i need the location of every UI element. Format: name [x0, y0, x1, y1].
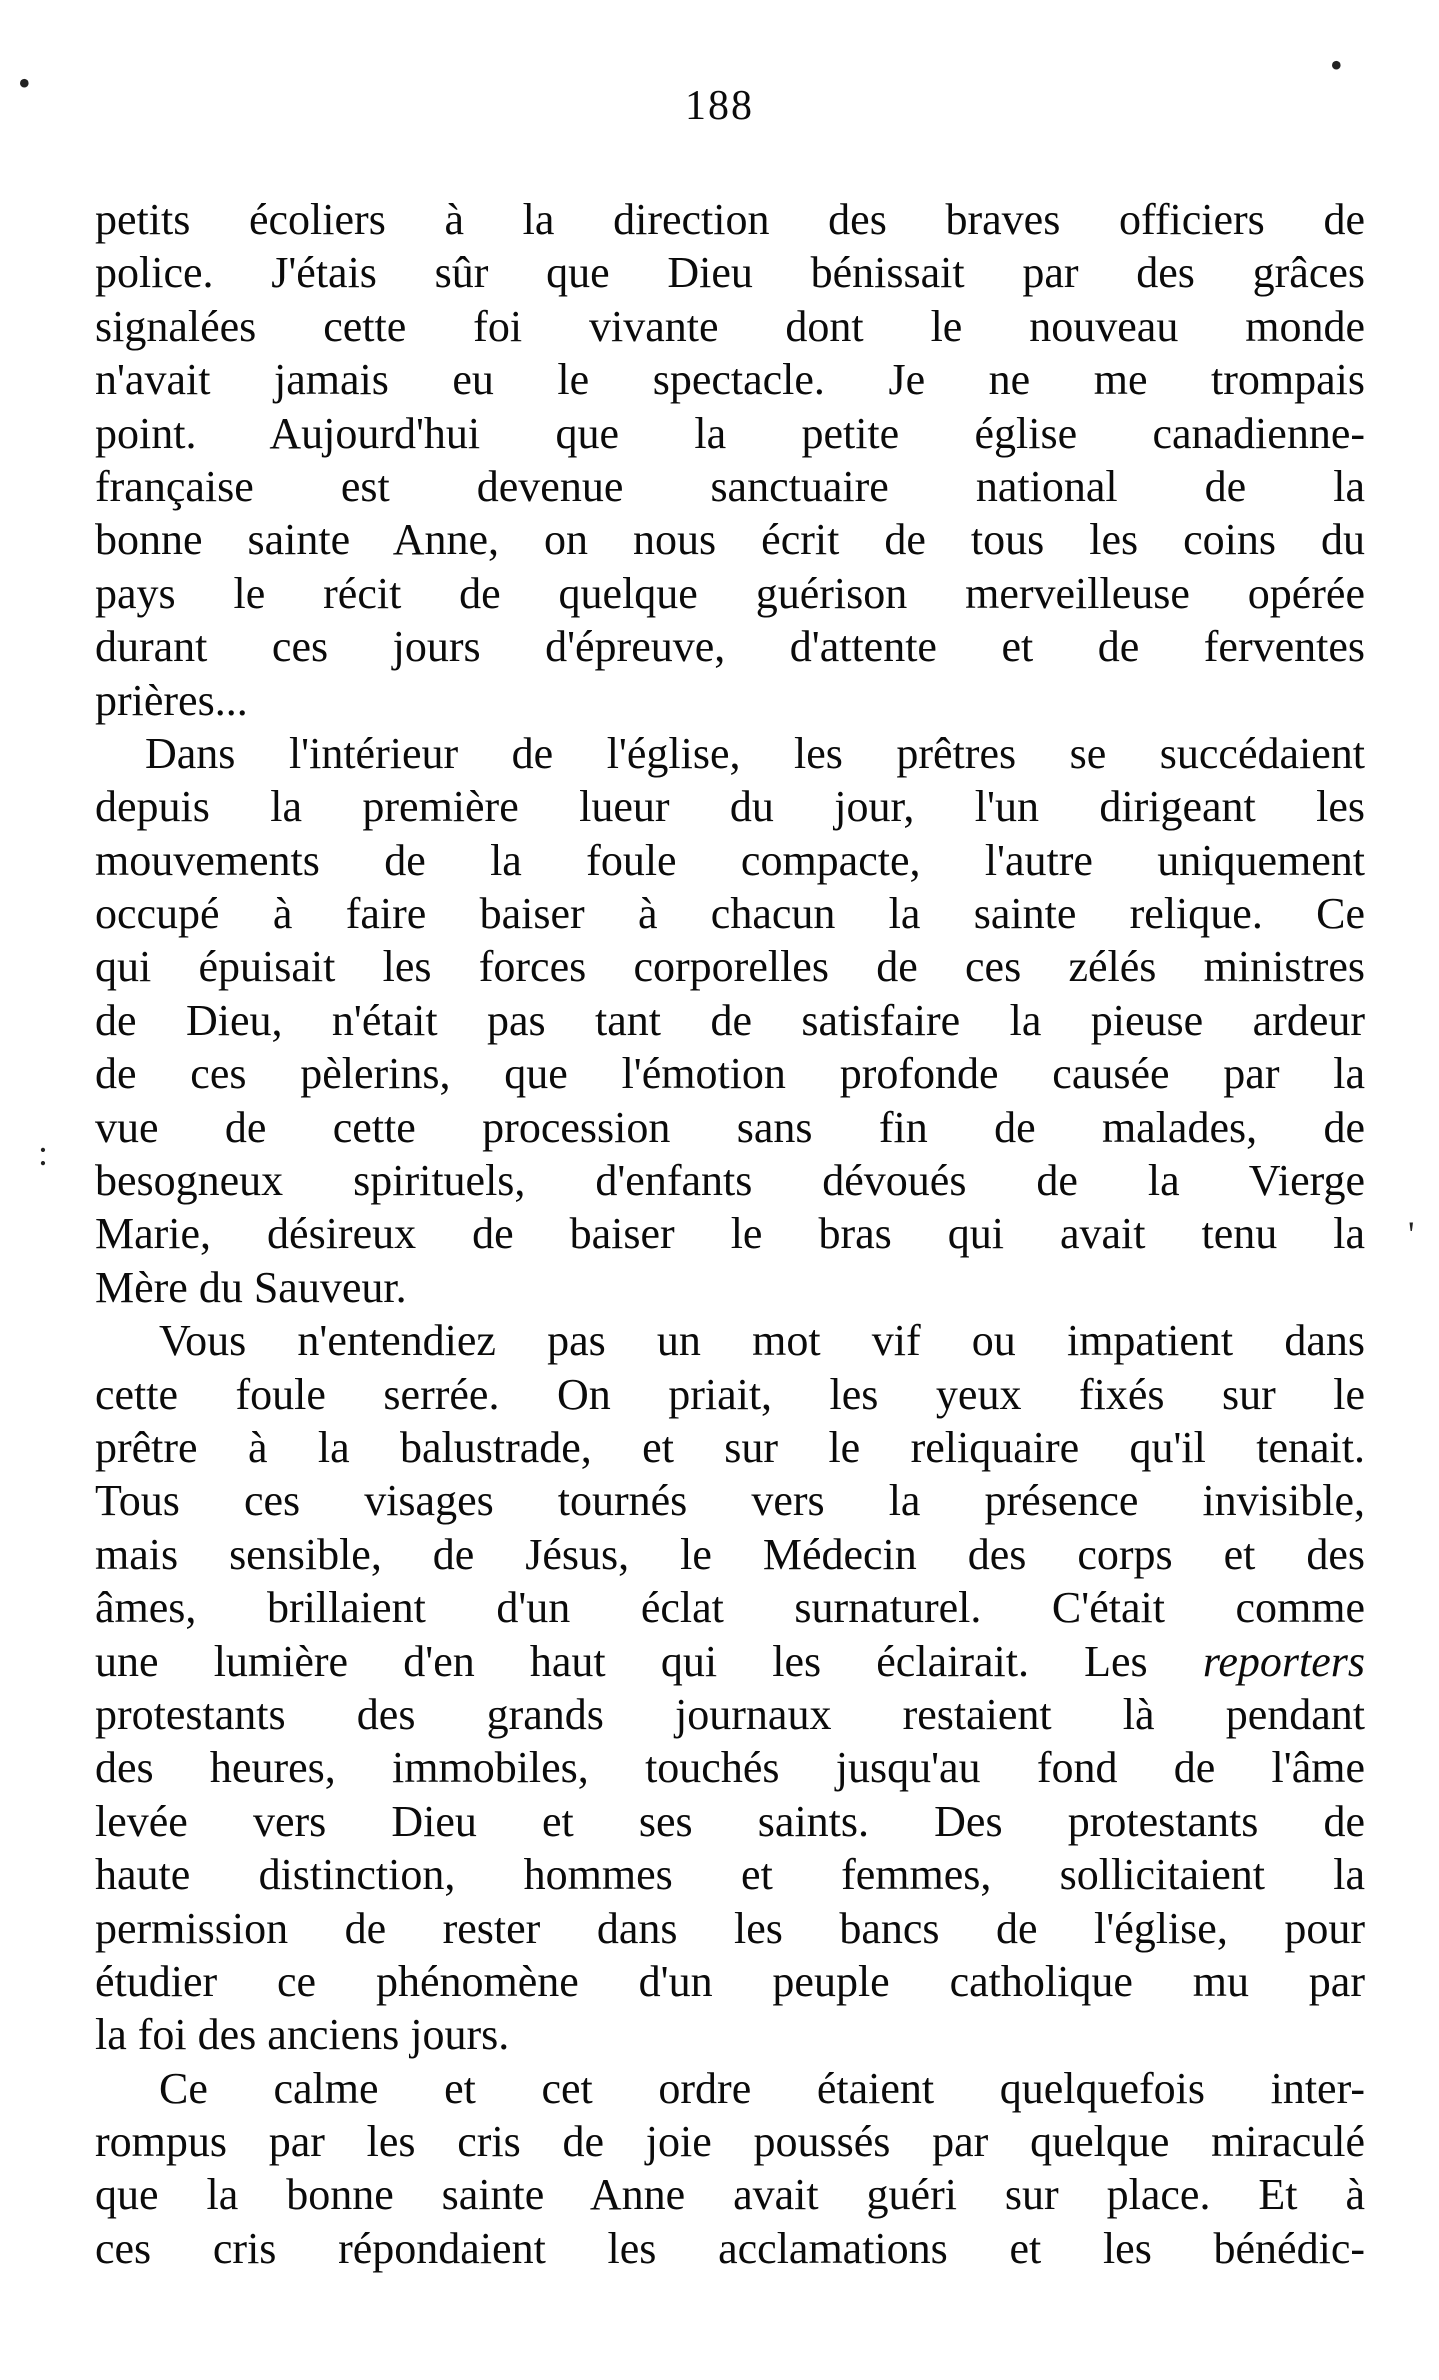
text-line: point. Aujourd'hui que la petite église canadienne- [95, 408, 1365, 458]
text-line: prêtre à la balustrade, et sur le reliquaire qu'il tenait. [95, 1422, 1365, 1472]
text-line-with-italic: une lumière d'en haut qui les éclairait. Les reporters [95, 1636, 1365, 1686]
body-text [95, 193, 1365, 2275]
text-line: police. J'étais sûr que Dieu bénissait par des grâces [95, 248, 1365, 298]
text-line: Marie, désireux de baiser le bras qui avait tenu la [95, 1209, 1365, 1259]
text-line: que la bonne sainte Anne avait guéri sur place. Et à [95, 2170, 1365, 2220]
text-line: mouvements de la foule compacte, l'autre uniquement [95, 835, 1365, 885]
margin-speck: • [1330, 45, 1343, 85]
italic-word: reporters [1202, 1636, 1365, 1686]
margin-speck: ' [1408, 1214, 1415, 1254]
text-line: prières... [95, 675, 248, 725]
paragraph-start-line: Vous n'entendiez pas un mot vif ou impatient dans [159, 1316, 1365, 1366]
text-line: cette foule serrée. On priait, les yeux fixés sur le [95, 1369, 1365, 1419]
paragraph-start-line: Dans l'intérieur de l'église, les prêtres se succédaient [145, 728, 1365, 778]
text-line: étudier ce phénomène d'un peuple catholique mu par [95, 1956, 1365, 2006]
text-line: pays le récit de quelque guérison merveilleuse opérée [95, 568, 1365, 618]
margin-speck: • [18, 63, 31, 103]
text-line: durant ces jours d'épreuve, d'attente et de ferventes [95, 622, 1365, 672]
text-line: ces cris répondaient les acclamations et les bénédic- [95, 2223, 1365, 2273]
text-line: âmes, brillaient d'un éclat surnaturel. C'était comme [95, 1583, 1365, 1633]
paragraph-start-line: Ce calme et cet ordre étaient quelquefois inter- [159, 2063, 1365, 2113]
text-line: occupé à faire baiser à chacun la sainte relique. Ce [95, 889, 1365, 939]
text-line: petits écoliers à la direction des braves officiers de [95, 195, 1365, 244]
text-line: Tous ces visages tournés vers la présence invisible, [95, 1476, 1365, 1526]
text-line: qui épuisait les forces corporelles de ces zélés ministres [95, 942, 1365, 992]
page-number: 188 [685, 83, 754, 129]
margin-colon-mark: : [38, 1133, 49, 1173]
text-line: levée vers Dieu et ses saints. Des protestants de [95, 1796, 1365, 1846]
text-line: de ces pèlerins, que l'émotion profonde causée par la [95, 1049, 1365, 1099]
text-line: mais sensible, de Jésus, le Médecin des corps et des [95, 1529, 1365, 1579]
text-line: bonne sainte Anne, on nous écrit de tous les coins du [95, 515, 1365, 565]
text-line: haute distinction, hommes et femmes, sollicitaient la [95, 1850, 1365, 1900]
text-line: la foi des anciens jours. [95, 2010, 510, 2060]
text-line: française est devenue sanctuaire national de la [95, 461, 1365, 511]
text-line: Mère du Sauveur. [95, 1262, 407, 1312]
text-line: signalées cette foi vivante dont le nouveau monde [95, 301, 1365, 351]
text-line: protestants des grands journaux restaient là pendant [95, 1689, 1365, 1739]
text-line: permission de rester dans les bancs de l'église, pour [95, 1903, 1365, 1953]
text-line: des heures, immobiles, touchés jusqu'au fond de l'âme [95, 1743, 1365, 1793]
text-line: besogneux spirituels, d'enfants dévoués de la Vierge [95, 1156, 1365, 1206]
text-line: n'avait jamais eu le spectacle. Je ne me trompais [95, 355, 1365, 405]
text-line: vue de cette procession sans fin de malades, de [95, 1102, 1365, 1152]
text-line: rompus par les cris de joie poussés par quelque miraculé [95, 2117, 1365, 2167]
text-line: de Dieu, n'était pas tant de satisfaire la pieuse ardeur [95, 995, 1365, 1045]
text-line: depuis la première lueur du jour, l'un dirigeant les [95, 782, 1365, 832]
